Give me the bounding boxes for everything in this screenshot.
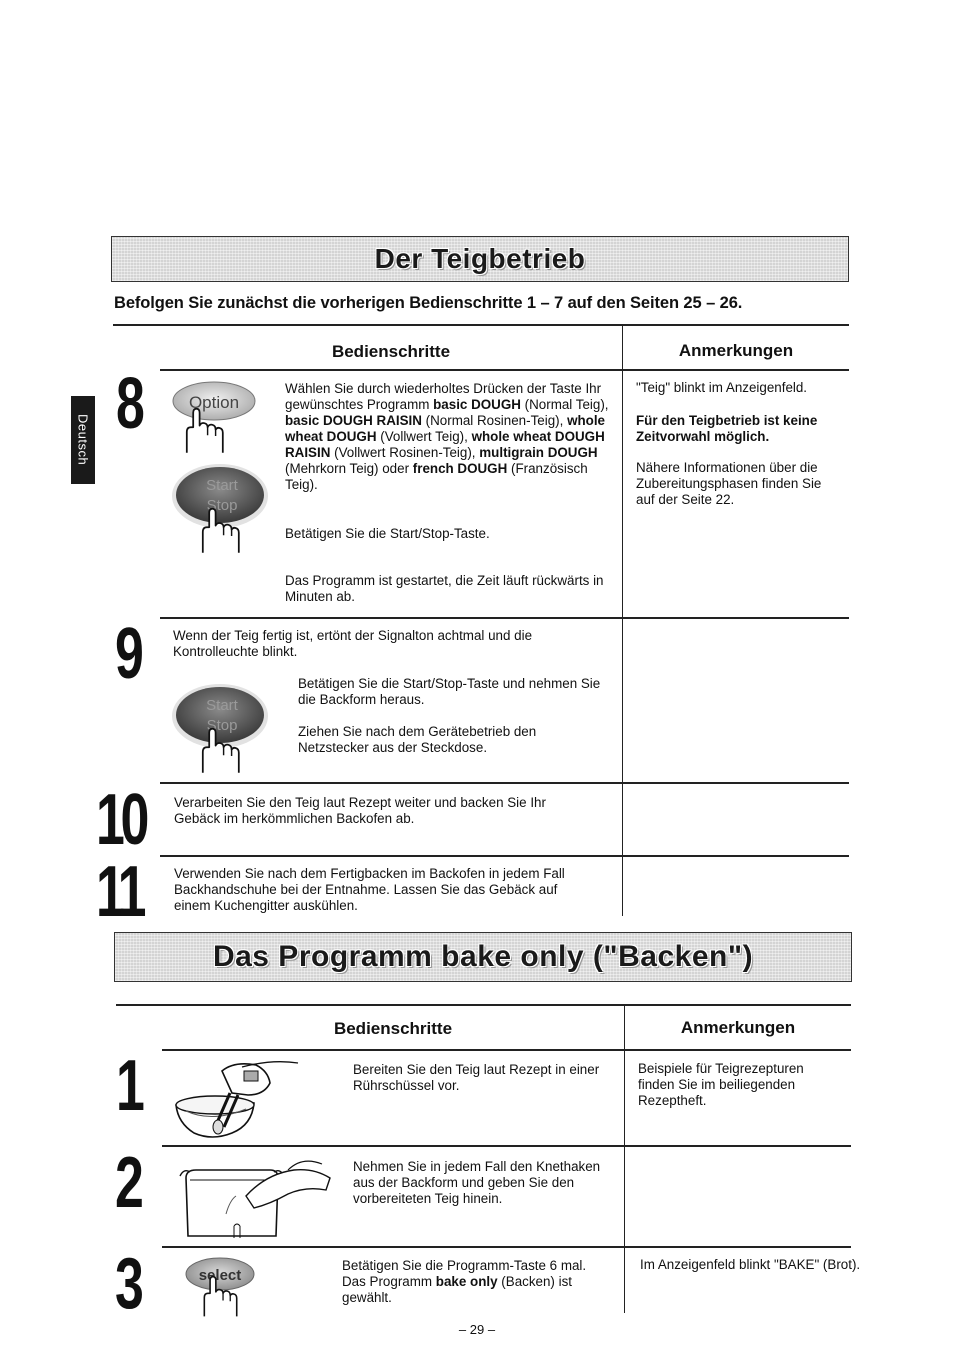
- language-tab: [71, 396, 95, 484]
- step-8-note-b: Für den Teigbetrieb ist keine Zeitvorwahl möglich.: [636, 413, 818, 444]
- step-8-instruction-c: Das Programm ist gestartet, die Zeit läuft rückwärts in Minuten ab.: [285, 573, 604, 604]
- column-header-steps: Bedienschritte: [333, 1019, 453, 1038]
- select-button-icon: [184, 1256, 264, 1320]
- step-number-11: 11: [96, 852, 143, 932]
- column-header-notes: Anmerkungen: [680, 1018, 796, 1037]
- step-9-instruction-c: Ziehen Sie nach dem Gerätebetrieb den Netzstecker aus der Steckdose.: [298, 724, 537, 755]
- divider: [160, 617, 849, 619]
- stop-label: Stop: [206, 497, 238, 514]
- option-button-icon: [170, 380, 260, 460]
- language-tab-label: Deutsch: [75, 414, 91, 466]
- start-label: Start: [206, 477, 238, 494]
- step-8-instruction-a: Wählen Sie durch wiederholtes Drücken der Taste Ihr gewünschtes Programm basic DOUGH (Normal Teig), basic DOUGH RAISIN (Normal Rosinen-Teig), whole wheat DOUGH (Vollwert Teig), whole wheat DOUGH RAISIN (Vollwert Rosinen-Teig), multigrain DOUGH (Mehrkorn Teig) oder french DOUGH (Französisch Teig).: [285, 381, 609, 492]
- step-3-note: Im Anzeigenfeld blinkt "BAKE" (Brot).: [640, 1257, 861, 1272]
- option-label: Option: [188, 393, 240, 412]
- intro-instruction: Befolgen Sie zunächst die vorherigen Bedienschritte 1 – 7 auf den Seiten 25 – 26.: [114, 294, 743, 312]
- divider: [160, 855, 849, 857]
- divider: [116, 1004, 851, 1006]
- step-number-2: 2: [115, 1143, 140, 1223]
- step-number-10: 10: [96, 780, 146, 860]
- stop-label: Stop: [206, 717, 238, 734]
- step-2-instruction: Nehmen Sie in jedem Fall den Knethaken aus der Backform und geben Sie den vorbereiteten Teig hinein.: [353, 1159, 601, 1206]
- step-number-1: 1: [116, 1046, 141, 1126]
- step-number-3: 3: [115, 1244, 140, 1324]
- start-stop-button-icon: [170, 684, 270, 778]
- step-10-instruction: Verarbeiten Sie den Teig laut Rezept weiter und backen Sie Ihr Gebäck im herkömmlichen Backofen ab.: [174, 795, 546, 826]
- step-3-instruction: Betätigen Sie die Programm-Taste 6 mal. Das Programm bake only (Backen) ist gewählt.: [342, 1258, 587, 1305]
- column-header-notes: Anmerkungen: [678, 341, 794, 360]
- start-label: Start: [206, 697, 238, 714]
- divider: [160, 369, 849, 371]
- start-stop-button-icon: [170, 462, 270, 556]
- hand-mixer-bowl-illustration: [172, 1053, 302, 1143]
- section-title-bake-only: Das Programm bake only ("Backen"): [212, 940, 754, 973]
- step-1-instruction: Bereiten Sie den Teig laut Rezept in einer Rührschüssel vor.: [353, 1062, 600, 1093]
- divider: [162, 1145, 851, 1147]
- select-label: select: [198, 1267, 242, 1284]
- step-number-9: 9: [115, 614, 140, 694]
- step-11-instruction: Verwenden Sie nach dem Fertigbacken im Backofen in jedem Fall Backhandschuhe bei der Entnahme. Lassen Sie das Gebäck auf einem Kuchengitter auskühlen.: [174, 866, 565, 913]
- step-9-instruction-a: Wenn der Teig fertig ist, ertönt der Signalton achtmal und die Kontrolleuchte blinkt.: [173, 628, 533, 659]
- step-8-note-a: "Teig" blinkt im Anzeigenfeld.: [636, 380, 808, 395]
- section-title-banner-dough: [111, 236, 849, 282]
- divider: [160, 782, 849, 784]
- section-title-dough: Der Teigbetrieb: [374, 243, 586, 274]
- column-divider: [624, 1005, 625, 1313]
- step-1-note: Beispiele für Teigrezepturen finden Sie im beiliegenden Rezeptheft.: [638, 1061, 804, 1108]
- column-header-steps: Bedienschritte: [331, 342, 451, 361]
- baking-pan-dough-illustration: [176, 1150, 344, 1242]
- step-9-instruction-b: Betätigen Sie die Start/Stop-Taste und nehmen Sie die Backform heraus.: [298, 676, 601, 707]
- step-number-8: 8: [116, 364, 141, 444]
- column-divider: [622, 326, 623, 916]
- divider: [162, 1246, 851, 1248]
- page-number: – 29 –: [458, 1322, 496, 1337]
- step-8-note-c: Nähere Informationen über die Zubereitungsphasen finden Sie auf der Seite 22.: [636, 460, 822, 507]
- section-title-banner-bake-only: [114, 932, 852, 982]
- divider: [162, 1049, 851, 1051]
- divider: [113, 324, 849, 326]
- step-8-instruction-b: Betätigen Sie die Start/Stop-Taste.: [285, 526, 490, 541]
